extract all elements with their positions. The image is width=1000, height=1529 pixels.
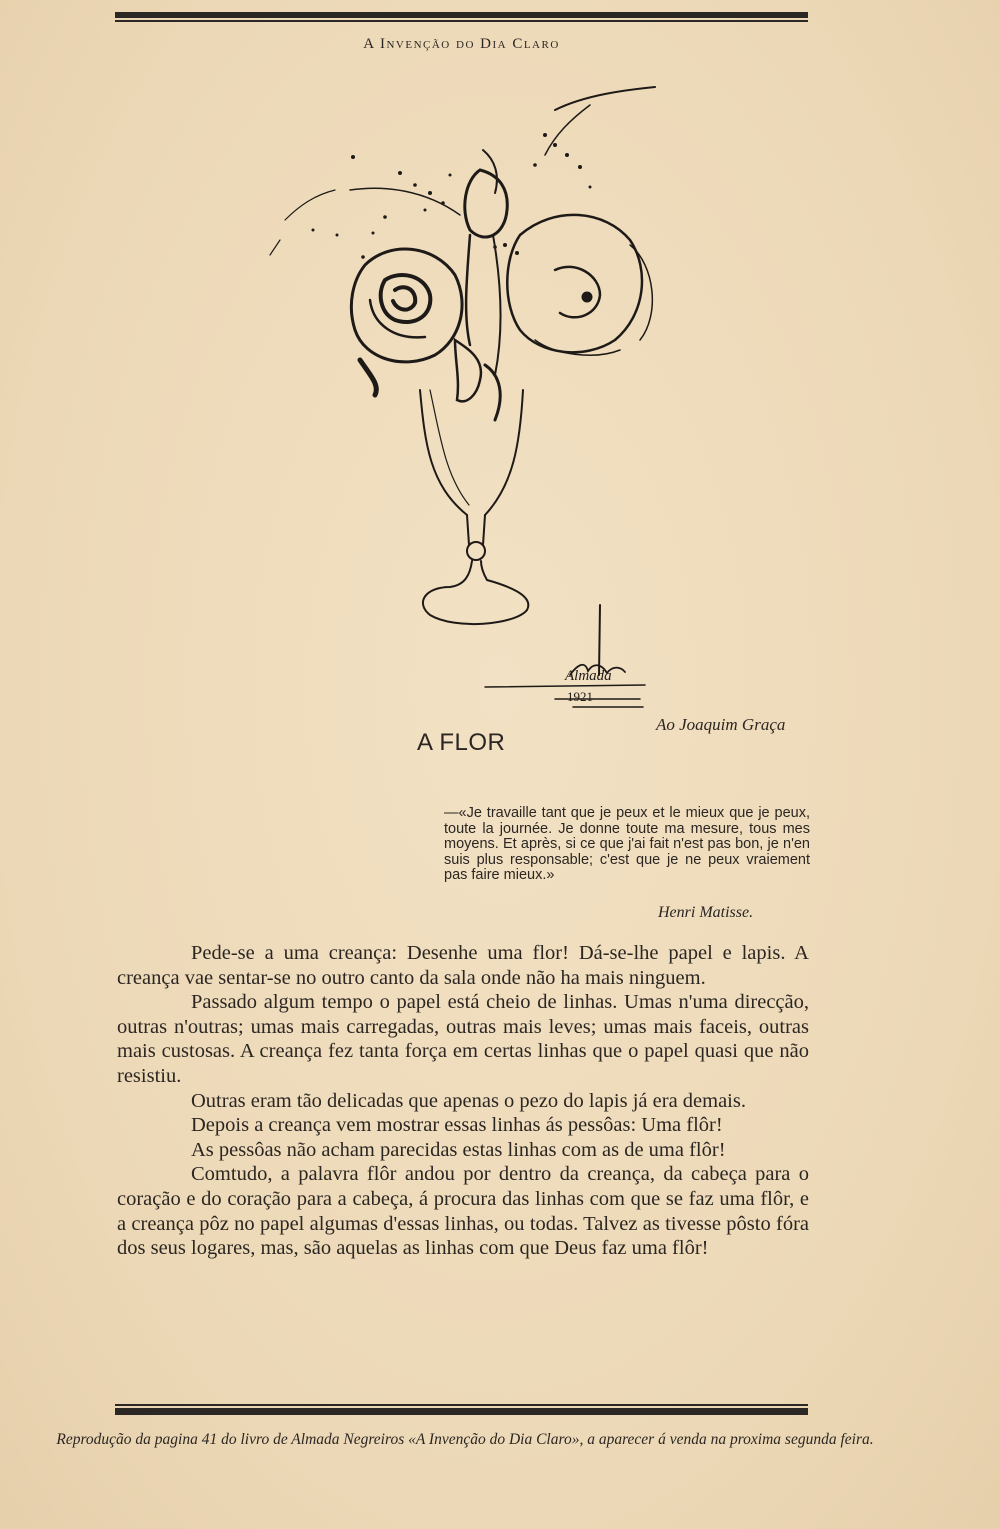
paragraph: As pessôas não acham parecidas estas linhas com as de uma flôr! (191, 1138, 726, 1161)
body-text (117, 941, 809, 1261)
page-caption: Reprodução da pagina 41 do livro de Almada Negreiros «A Invenção do Dia Claro», a aparecer á venda na proxima segunda feira. (56, 1431, 874, 1448)
epigraph-quote: —«Je travaille tant que je peux et le mieux que je peux, toute la journée. Je donne toute ma mesure, tous mes moyens. Et après, si ce que j'ai fait n'est pas bon, je n'en suis plus responsable; c'est que je ne peux vraiement pas faire mieux.» (444, 805, 810, 883)
paragraph: Outras eram tão delicadas que apenas o pezo do lapis já era demais. (191, 1089, 746, 1112)
flower-vase-drawing (255, 75, 675, 715)
top-rule (115, 12, 808, 22)
artist-signature: Almada (565, 668, 612, 684)
paragraph: Depois a creança vem mostrar essas linhas ás pessôas: Uma flôr! (191, 1114, 723, 1137)
paragraph: Comtudo, a palavra flôr andou por dentro da creança, da cabeça para o coração e do coração para a cabeça, á procura das linhas com que se faz uma flôr, e a creança pôz no papel algumas d'essas linhas, ou todas. Talvez as tivesse pôsto fóra dos seus logares, mas, são aquelas as linhas com que Deus faz uma flôr! (117, 1163, 809, 1260)
poem-title: A FLOR (417, 729, 506, 756)
epigraph-author: Henri Matisse. (658, 904, 754, 921)
running-head: A Invenção do Dia Claro (363, 36, 560, 52)
paragraph: Passado algum tempo o papel está cheio de linhas. Umas n'uma direcção, outras n'outras; umas mais carregadas, outras mais leves; umas mais faceis, outras mais custosas. A creança fez tanta força em certas linhas que o papel quasi que não resistiu. (117, 991, 809, 1087)
paragraph: Pede-se a uma creança: Desenhe uma flor! Dá-se-lhe papel e lapis. A creança vae sentar-se no outro canto da sala onde não ha mais ninguem. (117, 942, 809, 989)
dedication: Ao Joaquim Graça (656, 715, 786, 734)
bottom-rule (115, 1404, 808, 1416)
artwork-year: 1921 (567, 689, 593, 704)
